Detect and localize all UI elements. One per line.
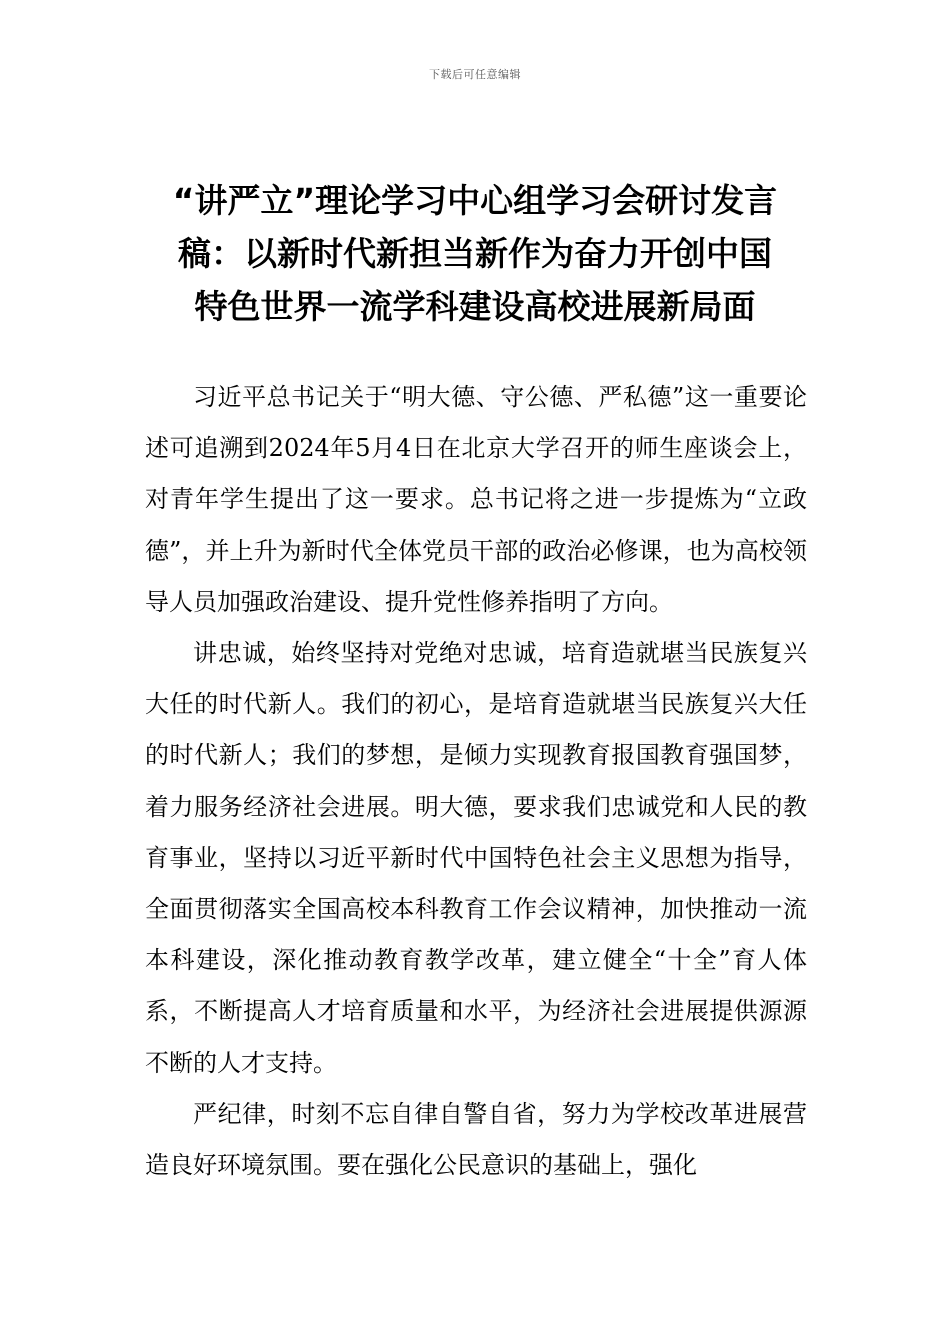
paragraph-3: 严纪律，时刻不忘自律自警自省，努力为学校改革进展营造良好环境氛围。要在强化公民意识的基础上，强化: [145, 1099, 807, 1180]
title-line-1: “讲严立”理论学习中心组学习会研讨发言: [172, 181, 778, 220]
header-note: 下载后可任意编辑: [429, 68, 521, 81]
title-line-3: 特色世界一流学科建设高校进展新局面: [194, 287, 756, 326]
paragraph-2: 讲忠诚，始终坚持对党绝对忠诚，培育造就堪当民族复兴大任的时代新人。我们的初心，是培育造就堪当民族复兴大任的时代新人；我们的梦想，是倾力实现教育报国教育强国梦，着力服务经济社会进展。明大德，要求我们忠诚党和人民的教育事业，坚持以习近平新时代中国特色社会主义思想为指导，全面贯彻落实全国高校本科教育工作会议精神，加快推动一流本科建设，深化推动教育教学改革，建立健全“十全”育人体系，不断提高人才培育质量和水平，为经济社会进展提供源源不断的人才支持。: [145, 639, 807, 1077]
document-title: [130, 174, 820, 333]
title-line-2: 稿：以新时代新担当新作为奋力开创中国: [178, 234, 772, 273]
paragraph-1: 习近平总书记关于“明大德、守公德、严私德”这一重要论述可追溯到2024年5月4日在北京大学召开的师生座谈会上，对青年学生提出了这一要求。总书记将之进一步提炼为“立政德”，并上升为新时代全体党员干部的政治必修课，也为高校领导人员加强政治建设、提升党性修养指明了方向。: [145, 383, 807, 616]
document-body: [145, 372, 807, 1191]
